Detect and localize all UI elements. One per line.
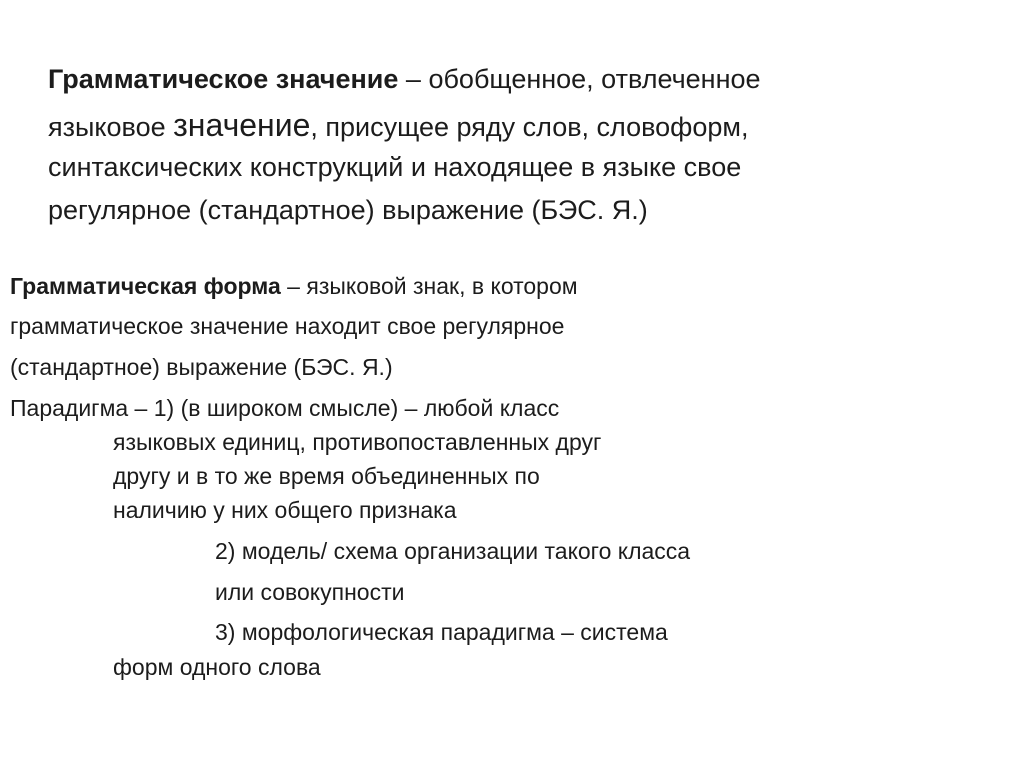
paradigm-line-3: другу и в то же время объединенных по: [113, 463, 540, 489]
definition-1-emphasis: значение: [173, 107, 311, 143]
definition-1-line-3: синтаксических конструкций и находящее в языке свое: [48, 152, 742, 182]
definition-1-line-2: [48, 109, 749, 141]
definition-1-text: языковое: [48, 112, 174, 142]
paradigm-line-8: форм одного слова: [113, 654, 321, 680]
definition-1-line-1: [48, 66, 761, 93]
definition-2-line-1: [10, 275, 578, 298]
definition-2-term: Грамматическая форма: [10, 273, 281, 299]
paradigm-line-7: 3) морфологическая парадигма – система: [215, 619, 668, 645]
paradigm-line-5: 2) модель/ схема организации такого класса: [215, 538, 691, 564]
paradigm-line-6: или совокупности: [215, 579, 405, 605]
definition-2-line-2: грамматическое значение находит свое регулярное: [10, 313, 565, 339]
definition-1-text: – обобщенное, отвлеченное: [398, 64, 761, 94]
paradigm-line-1: Парадигма – 1) (в широком смысле) – любой класс: [10, 395, 560, 421]
definition-1-term: Грамматическое значение: [48, 64, 399, 94]
paradigm-line-2: языковых единиц, противопоставленных друг: [113, 429, 602, 455]
definition-1-line-4: регулярное (стандартное) выражение (БЭС. Я.): [48, 195, 648, 225]
definition-2-text: – языковой знак, в котором: [280, 273, 578, 299]
paradigm-line-4: наличию у них общего признака: [113, 497, 457, 523]
definition-1-text: , присущее ряду слов, словоформ,: [310, 112, 749, 142]
definition-2-line-3: (стандартное) выражение (БЭС. Я.): [10, 354, 393, 380]
